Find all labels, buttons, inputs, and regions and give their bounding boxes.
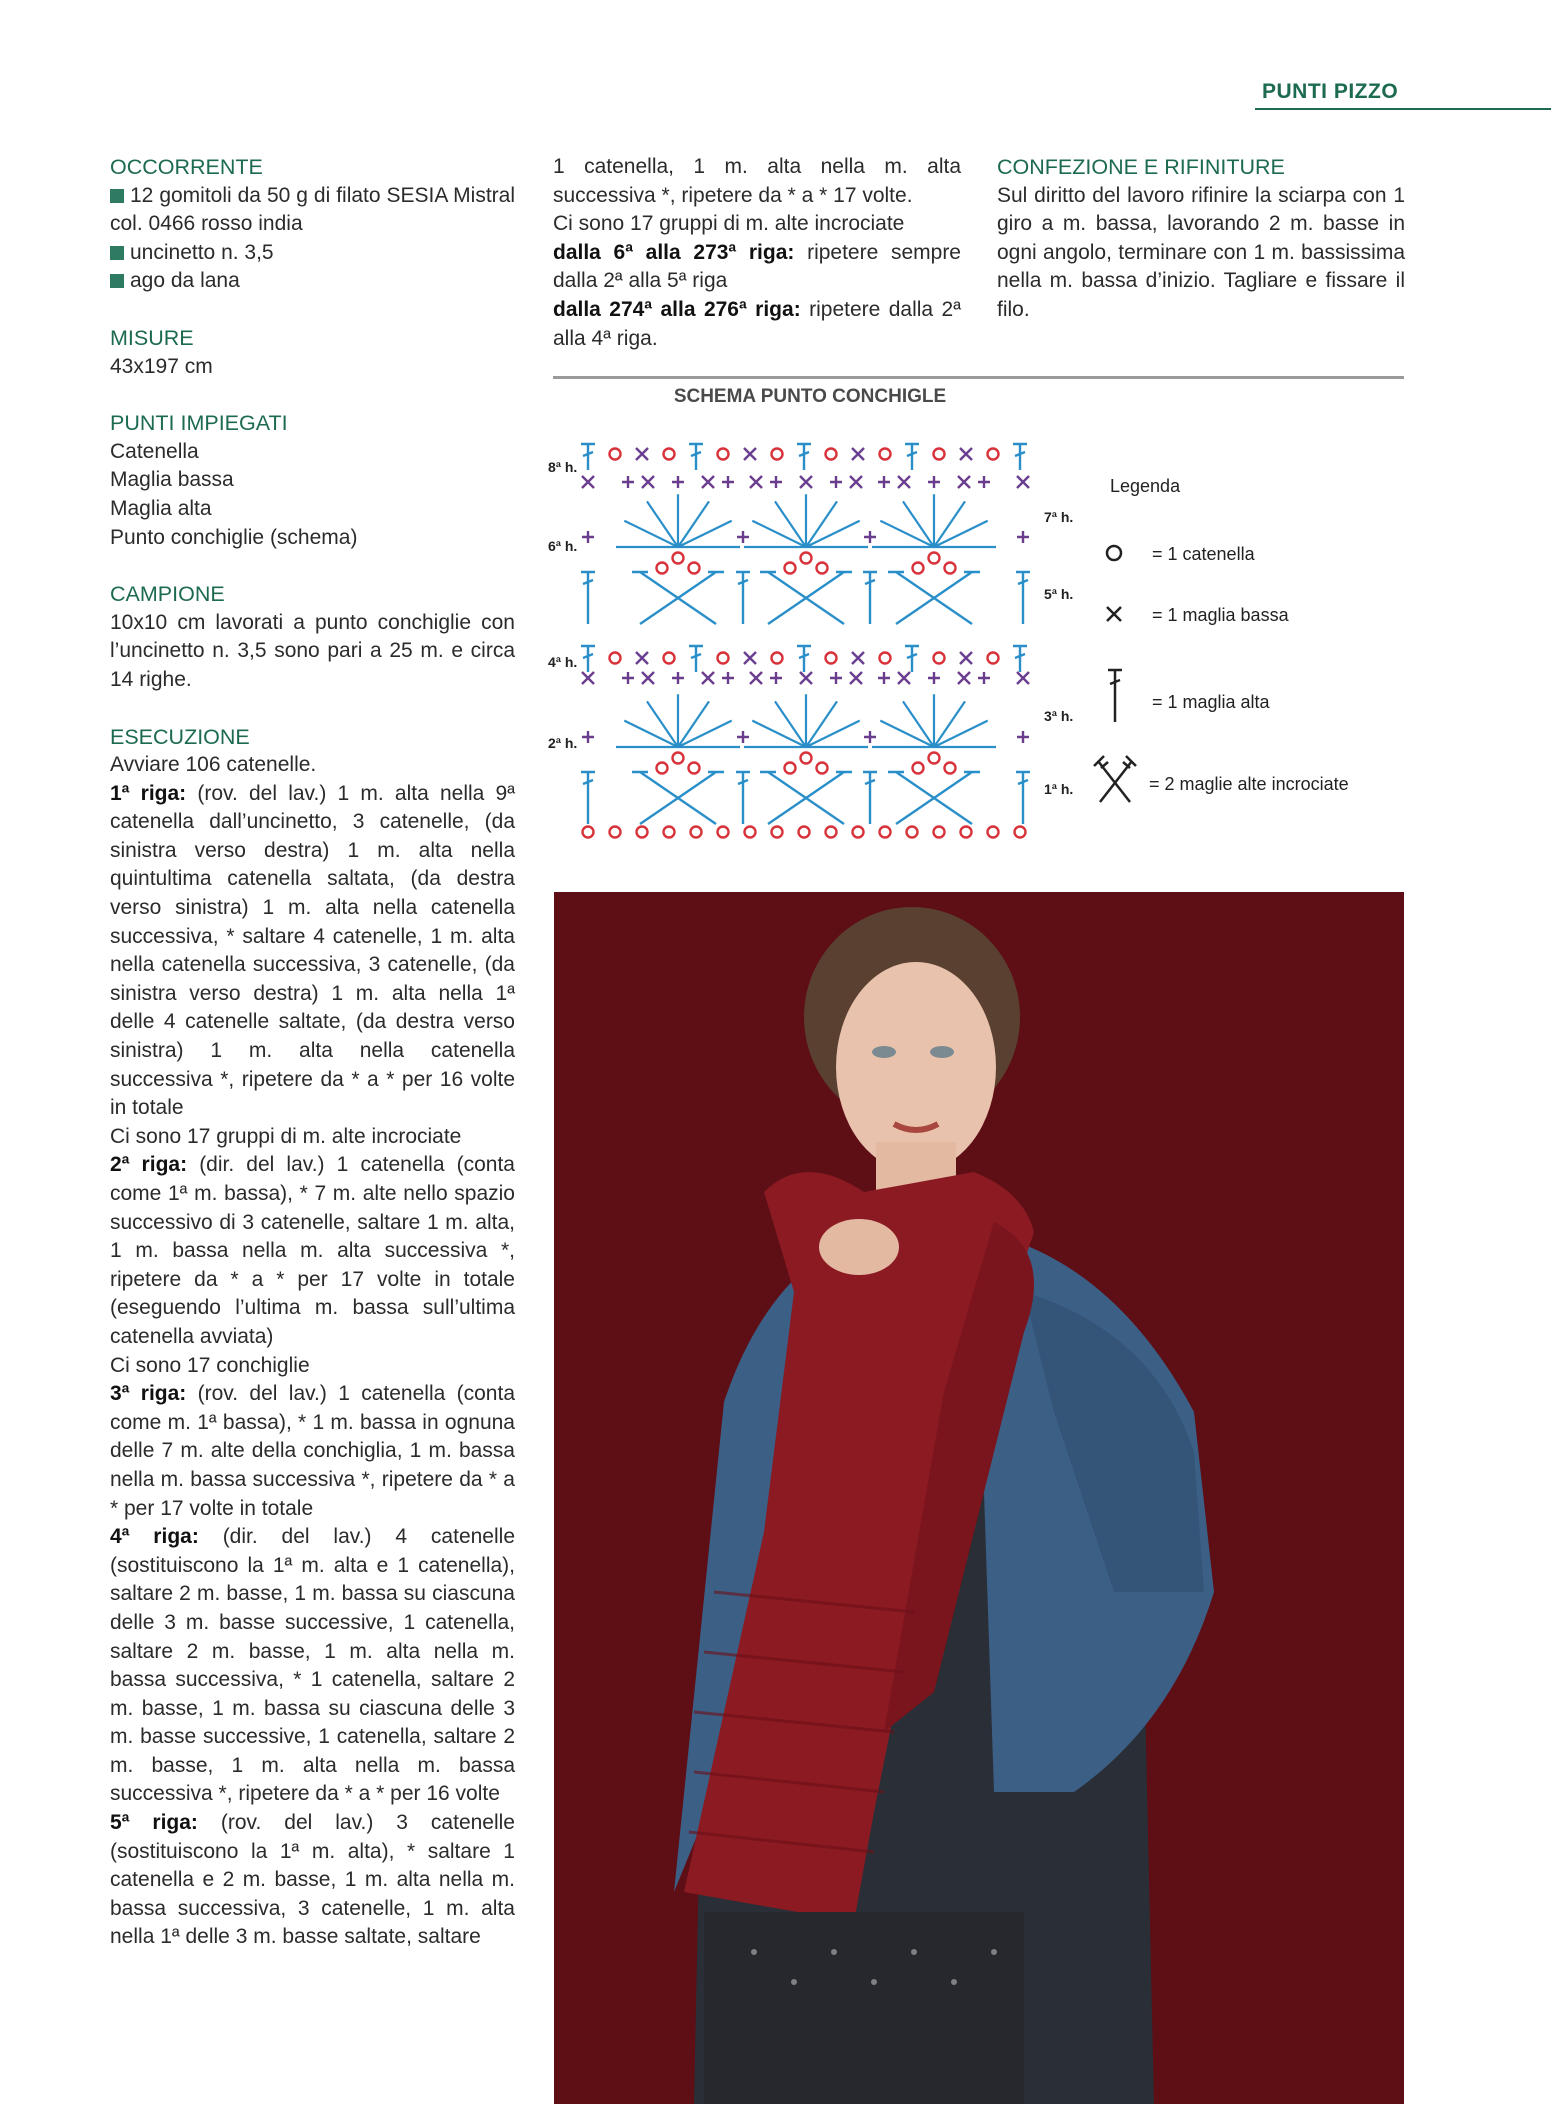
row-label-1: 1ª h. <box>1044 781 1074 797</box>
sc-symbol <box>744 448 756 460</box>
legend <box>1094 476 1349 802</box>
sc-symbol <box>978 672 990 684</box>
chain-symbol <box>673 553 684 564</box>
heading-confezione: CONFEZIONE E RIFINITURE <box>997 155 1285 179</box>
sc-symbol <box>800 476 812 488</box>
dc-symbol <box>797 444 811 470</box>
shell-symbol <box>872 494 996 547</box>
row-label-6: 6ª h. <box>548 538 578 554</box>
sc-symbol <box>582 476 594 488</box>
chain-symbol <box>853 827 864 838</box>
chain-symbol <box>785 563 796 574</box>
diagram-symbols <box>581 444 1030 838</box>
sc-symbol <box>672 476 684 488</box>
crossed-dc-symbol <box>632 572 724 624</box>
header-rule <box>1255 108 1551 110</box>
dc-symbol <box>1013 444 1027 470</box>
dc-symbol <box>905 646 919 672</box>
bullet-square-icon <box>110 189 124 203</box>
chain-symbol <box>934 449 945 460</box>
sc-symbol <box>1017 731 1029 743</box>
diagram-rule <box>553 376 1404 379</box>
heading-misure: MISURE <box>110 325 194 350</box>
sc-symbol <box>642 672 654 684</box>
sc-symbol <box>850 476 862 488</box>
legend-crossed: = 2 maglie alte incrociate <box>1149 774 1349 794</box>
row-1-note: Ci sono 17 gruppi di m. alte incrociate <box>110 1124 462 1148</box>
chain-symbol <box>772 827 783 838</box>
sc-symbol <box>770 672 782 684</box>
row-label-7: 7ª h. <box>1044 509 1074 525</box>
chain-symbol <box>785 763 796 774</box>
sc-symbol <box>722 672 734 684</box>
chain-symbol <box>826 827 837 838</box>
chain-symbol <box>664 449 675 460</box>
row-label-3: 3ª h. <box>1044 708 1074 724</box>
dc-symbol <box>905 444 919 470</box>
rows-274-276: dalla 274ª alla 276ª riga: ripetere dalla 2ª alla 4ª riga. <box>553 297 961 350</box>
sc-symbol <box>830 672 842 684</box>
sc-symbol <box>852 448 864 460</box>
shell-symbol <box>616 494 740 547</box>
dc-symbol <box>581 772 595 824</box>
shell-symbol <box>616 694 740 747</box>
sc-symbol <box>636 448 648 460</box>
heading-campione: CAMPIONE <box>110 582 225 607</box>
photo-illustration <box>554 892 1404 2104</box>
chain-symbol <box>657 563 668 574</box>
chain-symbol <box>772 653 783 664</box>
sc-symbol <box>582 531 594 543</box>
diagram-title: SCHEMA PUNTO CONCHIGLE <box>673 386 947 407</box>
chain-symbol <box>961 827 972 838</box>
crossed-dc-symbol <box>760 772 852 824</box>
exec-intro: Avviare 106 catenelle. <box>110 753 317 777</box>
sc-symbol <box>622 672 634 684</box>
chain-symbol <box>907 827 918 838</box>
sc-symbol <box>744 652 756 664</box>
chain-symbol <box>637 827 648 838</box>
sc-symbol <box>702 476 714 488</box>
sc-symbol <box>830 476 842 488</box>
row-5-note: Ci sono 17 gruppi di m. alte incrociate <box>553 212 905 236</box>
sc-symbol <box>878 476 890 488</box>
legend-title: Legenda <box>1110 476 1181 496</box>
sc-symbol <box>898 672 910 684</box>
sc-symbol <box>864 531 876 543</box>
measure-value: 43x197 cm <box>110 354 213 378</box>
materials-item: uncinetto n. 3,5 <box>110 239 515 268</box>
materials-item: 12 gomitoli da 50 g di filato SESIA Mistral col. 0466 rosso india <box>110 183 515 236</box>
chain-symbol <box>934 827 945 838</box>
bullet-square-icon <box>110 274 124 288</box>
chain-symbol <box>673 753 684 764</box>
column-middle <box>553 153 961 353</box>
row-2-note: Ci sono 17 conchiglie <box>110 1353 310 1377</box>
chain-symbol <box>817 763 828 774</box>
shell-symbol <box>872 694 996 747</box>
row-label-4: 4ª h. <box>548 654 578 670</box>
chain-symbol <box>610 449 621 460</box>
dc-symbol <box>581 572 595 624</box>
row-5-instruction: 5ª riga: (rov. del lav.) 3 catenelle (sostituiscono la 1ª m. alta), * saltare 1 catenella e 2 m. basse, 1 m. alta nella m. bassa successiva, 3 catenelle, 1 m. alta nella 1ª delle 3 m. basse saltate, saltare <box>110 1811 515 1949</box>
sc-symbol <box>672 672 684 684</box>
sc-symbol <box>582 731 594 743</box>
row-3-instruction: 3ª riga: (rov. del lav.) 1 catenella (conta come m. 1ª bassa), * 1 m. bassa in ognuna delle 7 m. alte della conchiglia, 1 m. bassa nella m. bassa successiva *, ripetere da * a * per 17 volte in totale <box>110 1382 515 1520</box>
chain-symbol <box>610 827 621 838</box>
row-4-instruction: 4ª riga: (dir. del lav.) 4 catenelle (sostituiscono la 1ª m. alta e 1 catenella), saltare 2 m. basse, 1 m. bassa su ciascuna delle 3 m. basse successive, 1 catenella, saltare 2 m. basse, 1 m. alta nella m. bassa successiva, * 1 catenella, saltare 2 m. basse, 1 m. bassa su ciascuna delle 3 m. basse successive, 1 catenella, saltare 2 m. basse, 1 m. alta nella m. bassa successiva *, ripetere da * a * per 16 volte <box>110 1525 515 1806</box>
sc-symbol <box>958 672 970 684</box>
chain-symbol <box>689 763 700 774</box>
dc-symbol <box>863 572 877 624</box>
crossed-dc-symbol <box>632 772 724 824</box>
legend-chain: = 1 catenella <box>1152 544 1255 564</box>
chain-symbol <box>657 763 668 774</box>
shell-symbol <box>744 694 868 747</box>
running-header: PUNTI PIZZO <box>1262 80 1399 103</box>
sc-symbol <box>864 731 876 743</box>
sc-symbol <box>750 476 762 488</box>
chain-symbol <box>934 653 945 664</box>
heading-occorrente: OCCORRENTE <box>110 155 263 179</box>
sc-symbol <box>737 731 749 743</box>
stitch-item: Catenella <box>110 439 199 463</box>
crossed-dc-symbol <box>888 772 980 824</box>
sc-symbol <box>750 672 762 684</box>
single-crochet-icon <box>1107 607 1121 621</box>
crochet-diagram <box>548 432 1410 868</box>
chain-symbol <box>664 827 675 838</box>
sc-symbol <box>622 476 634 488</box>
finishing-text: Sul diritto del lavoro rifinire la sciarpa con 1 giro a m. bassa, lavorando 2 m. basse in ogni angolo, terminare con 1 m. bassissima nella m. bassa d’inizio. Tagliare e fissare il filo. <box>997 183 1405 321</box>
chain-symbol <box>691 827 702 838</box>
sc-symbol <box>1017 531 1029 543</box>
row-2-instruction: 2ª riga: (dir. del lav.) 1 catenella (conta come 1ª m. bassa), * 7 m. alte nello spazio successivo di 3 catenelle, saltare 1 m. alta, 1 m. bassa nella m. alta successiva *, ripetere da * a * per 17 volte in totale (eseguendo l’ultima m. bassa sull’ultima catenella avviata) <box>110 1153 515 1348</box>
chain-symbol <box>718 827 729 838</box>
crossed-dc-icon <box>1094 756 1136 802</box>
legend-dc: = 1 maglia alta <box>1152 692 1270 712</box>
chain-symbol <box>929 553 940 564</box>
dc-symbol <box>1013 646 1027 672</box>
row-1-instruction: 1ª riga: (rov. del lav.) 1 m. alta nella 9ª catenella dall’uncinetto, 3 catenelle, (da sinistra verso destra) 1 m. alta nella quintultima catenella saltata, (da destra verso sinistra) 1 m. alta nella catenella successiva, * saltare 4 catenelle, 1 m. alta nella catenella successiva, 3 catenelle, (da sinistra verso destra) 1 m. alta nella 1ª delle 4 catenelle saltate, (da destra verso sinistra) 1 m. alta nella catenella successiva *, ripetere da * a * per 16 volte in totale <box>110 781 515 1120</box>
dc-symbol <box>581 444 595 470</box>
materials-item: ago da lana <box>110 267 515 296</box>
double-crochet-icon <box>1108 670 1122 722</box>
chain-symbol <box>929 753 940 764</box>
gauge-text: 10x10 cm lavorati a punto conchiglie con l’uncinetto n. 3,5 sono pari a 25 m. e circa 14 righe. <box>110 610 515 691</box>
chain-symbol <box>799 827 810 838</box>
chain-symbol <box>913 563 924 574</box>
sc-symbol <box>898 476 910 488</box>
sc-symbol <box>928 476 940 488</box>
sc-symbol <box>582 672 594 684</box>
chain-symbol <box>826 449 837 460</box>
chain-symbol <box>913 763 924 774</box>
sc-symbol <box>1017 672 1029 684</box>
dc-symbol <box>863 772 877 824</box>
chain-symbol <box>880 827 891 838</box>
sc-symbol <box>958 476 970 488</box>
sc-symbol <box>642 476 654 488</box>
sc-symbol <box>852 652 864 664</box>
sc-symbol <box>737 531 749 543</box>
dc-symbol <box>581 646 595 672</box>
chain-symbol <box>801 753 812 764</box>
chain-symbol <box>988 653 999 664</box>
dc-symbol <box>1016 572 1030 624</box>
chain-symbol <box>880 449 891 460</box>
chain-symbol <box>664 653 675 664</box>
row-label-2: 2ª h. <box>548 735 578 751</box>
row-label-5: 5ª h. <box>1044 586 1074 602</box>
chain-symbol <box>801 553 812 564</box>
heading-esecuzione: ESECUZIONE <box>110 724 250 749</box>
sc-symbol <box>636 652 648 664</box>
chain-icon <box>1107 546 1121 560</box>
sc-symbol <box>960 652 972 664</box>
sc-symbol <box>800 672 812 684</box>
chain-symbol <box>826 653 837 664</box>
sc-symbol <box>978 476 990 488</box>
chain-symbol <box>583 827 594 838</box>
column-left <box>110 153 515 1952</box>
chain-symbol <box>745 827 756 838</box>
chain-symbol <box>817 563 828 574</box>
chain-symbol <box>689 563 700 574</box>
shell-symbol <box>744 494 868 547</box>
dc-symbol <box>736 572 750 624</box>
chain-symbol <box>880 653 891 664</box>
chain-symbol <box>718 449 729 460</box>
rows-6-273: dalla 6ª alla 273ª riga: ripetere sempre dalla 2ª alla 5ª riga <box>553 240 961 293</box>
dc-symbol <box>797 646 811 672</box>
sc-symbol <box>878 672 890 684</box>
dc-symbol <box>1016 772 1030 824</box>
chain-symbol <box>772 449 783 460</box>
chain-symbol <box>988 449 999 460</box>
sc-symbol <box>960 448 972 460</box>
sc-symbol <box>850 672 862 684</box>
dc-symbol <box>689 444 703 470</box>
chain-symbol <box>1015 827 1026 838</box>
stitch-item: Punto conchiglie (schema) <box>110 525 358 549</box>
dc-symbol <box>736 772 750 824</box>
chain-symbol <box>988 827 999 838</box>
row-label-8: 8ª h. <box>548 459 578 475</box>
legend-sc: = 1 maglia bassa <box>1152 605 1289 625</box>
chain-symbol <box>718 653 729 664</box>
chain-symbol <box>610 653 621 664</box>
sc-symbol <box>722 476 734 488</box>
sc-symbol <box>702 672 714 684</box>
chain-symbol <box>945 563 956 574</box>
model-photo <box>554 892 1404 2104</box>
crossed-dc-symbol <box>760 572 852 624</box>
stitch-item: Maglia bassa <box>110 468 234 492</box>
dc-symbol <box>689 646 703 672</box>
heading-punti: PUNTI IMPIEGATI <box>110 411 288 436</box>
chain-symbol <box>945 763 956 774</box>
row-5-continued: 1 catenella, 1 m. alta nella m. alta successiva *, ripetere da * a * 17 volte. <box>553 155 961 207</box>
column-right <box>997 153 1405 325</box>
sc-symbol <box>770 476 782 488</box>
bullet-square-icon <box>110 246 124 260</box>
sc-symbol <box>1017 476 1029 488</box>
stitch-item: Maglia alta <box>110 496 212 520</box>
sc-symbol <box>928 672 940 684</box>
crossed-dc-symbol <box>888 572 980 624</box>
